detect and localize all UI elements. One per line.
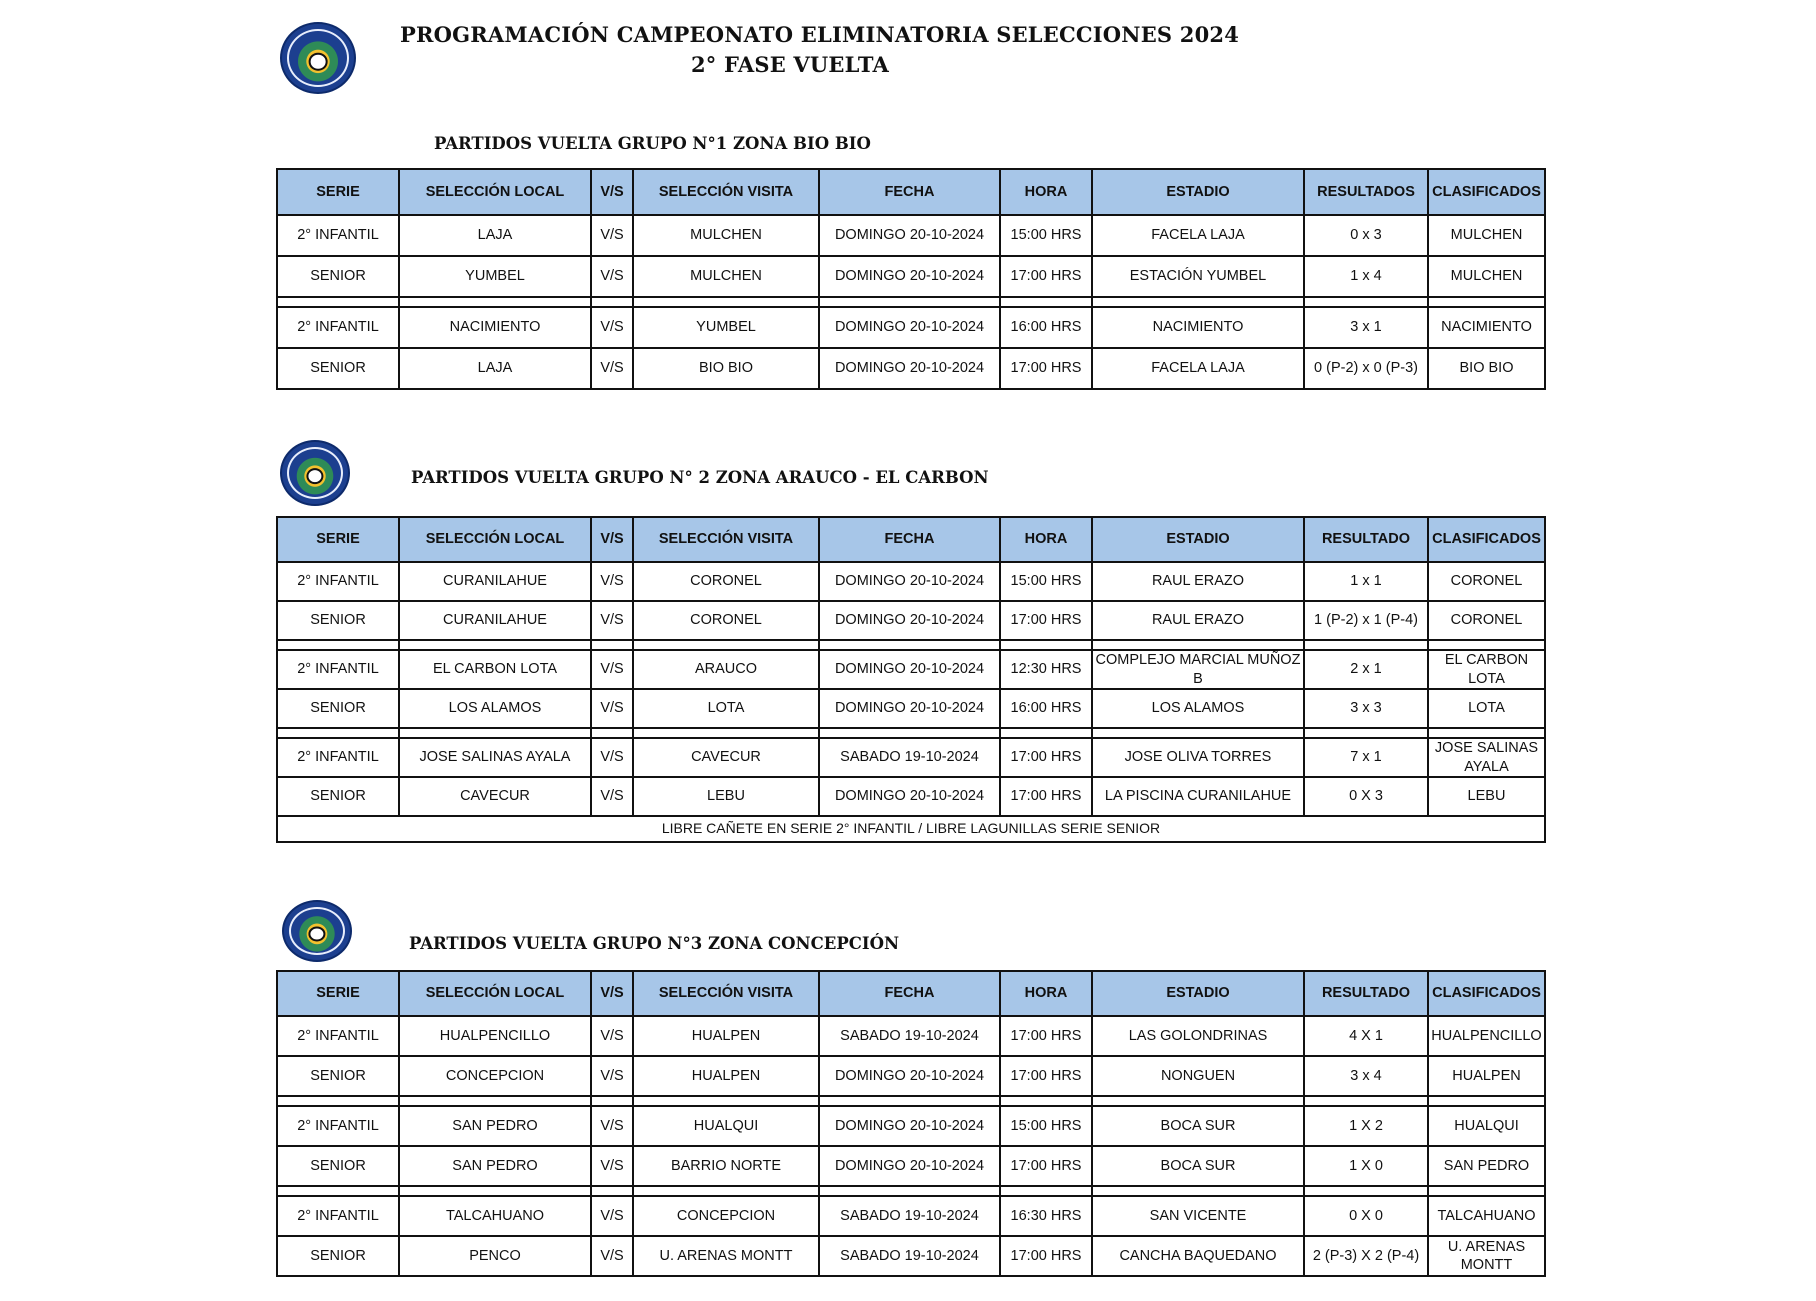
visiting-team-cell: CONCEPCION: [633, 1196, 819, 1236]
page-title: PROGRAMACIÓN CAMPEONATO ELIMINATORIA SELECCIONES 2024: [400, 22, 1240, 47]
table-row: [277, 650, 1545, 689]
date-cell: SABADO 19-10-2024: [819, 1196, 1000, 1236]
association-logo-icon: [282, 900, 352, 962]
stadium-cell: BOCA SUR: [1092, 1106, 1304, 1146]
col-header-hora: HORA: [1000, 971, 1092, 1016]
stadium-cell: NONGUEN: [1092, 1056, 1304, 1096]
col-header-clasificados: CLASIFICADOS: [1428, 517, 1545, 562]
time-cell: 17:00 HRS: [1000, 1056, 1092, 1096]
date-cell: DOMINGO 20-10-2024: [819, 215, 1000, 256]
stadium-cell: JOSE OLIVA TORRES: [1092, 738, 1304, 777]
time-cell: 15:00 HRS: [1000, 215, 1092, 256]
table-row: [277, 307, 1545, 348]
local-team-cell: LOS ALAMOS: [399, 689, 591, 728]
serie-cell: SENIOR: [277, 1236, 399, 1276]
group-1-table: [276, 168, 1546, 390]
serie-cell: SENIOR: [277, 689, 399, 728]
table-note-row: [277, 816, 1545, 842]
visiting-team-cell: MULCHEN: [633, 215, 819, 256]
result-cell: 0 X 0: [1304, 1196, 1428, 1236]
visiting-team-cell: ARAUCO: [633, 650, 819, 689]
separator-cell: [633, 728, 819, 738]
vs-cell: V/S: [591, 215, 633, 256]
separator-cell: [1092, 728, 1304, 738]
result-cell: 0 X 3: [1304, 777, 1428, 816]
qualified-cell: MULCHEN: [1428, 256, 1545, 297]
vs-cell: V/S: [591, 562, 633, 601]
qualified-cell: BIO BIO: [1428, 348, 1545, 389]
separator-cell: [399, 640, 591, 650]
table-row: [277, 689, 1545, 728]
col-header-estadio: ESTADIO: [1092, 169, 1304, 215]
date-cell: SABADO 19-10-2024: [819, 738, 1000, 777]
result-cell: 1 x 1: [1304, 562, 1428, 601]
row-separator: [277, 297, 1545, 307]
result-cell: 1 (P-2) x 1 (P-4): [1304, 601, 1428, 640]
local-team-cell: CONCEPCION: [399, 1056, 591, 1096]
qualified-cell: CORONEL: [1428, 562, 1545, 601]
local-team-cell: LAJA: [399, 215, 591, 256]
serie-cell: SENIOR: [277, 601, 399, 640]
table-row: [277, 1236, 1545, 1276]
col-header-fecha: FECHA: [819, 517, 1000, 562]
col-header-local: SELECCIÓN LOCAL: [399, 169, 591, 215]
table-row: [277, 215, 1545, 256]
col-header-estadio: ESTADIO: [1092, 517, 1304, 562]
association-logo-icon: [280, 440, 350, 506]
stadium-cell: ESTACIÓN YUMBEL: [1092, 256, 1304, 297]
serie-cell: SENIOR: [277, 1056, 399, 1096]
col-header-visita: SELECCIÓN VISITA: [633, 971, 819, 1016]
group-2-title: PARTIDOS VUELTA GRUPO N° 2 ZONA ARAUCO - EL CARBON: [411, 468, 989, 487]
col-header-visita: SELECCIÓN VISITA: [633, 517, 819, 562]
separator-cell: [1428, 728, 1545, 738]
col-header-resultado: RESULTADO: [1304, 517, 1428, 562]
local-team-cell: CURANILAHUE: [399, 562, 591, 601]
time-cell: 17:00 HRS: [1000, 348, 1092, 389]
stadium-cell: LA PISCINA CURANILAHUE: [1092, 777, 1304, 816]
stadium-cell: FACELA LAJA: [1092, 215, 1304, 256]
vs-cell: V/S: [591, 1146, 633, 1186]
col-header-vs: V/S: [591, 971, 633, 1016]
table-header-row: [277, 971, 1545, 1016]
vs-cell: V/S: [591, 1016, 633, 1056]
separator-cell: [277, 297, 399, 307]
visiting-team-cell: HUALPEN: [633, 1016, 819, 1056]
col-header-local: SELECCIÓN LOCAL: [399, 517, 591, 562]
visiting-team-cell: HUALPEN: [633, 1056, 819, 1096]
separator-cell: [591, 1186, 633, 1196]
vs-cell: V/S: [591, 689, 633, 728]
serie-cell: SENIOR: [277, 1146, 399, 1186]
visiting-team-cell: LOTA: [633, 689, 819, 728]
time-cell: 17:00 HRS: [1000, 777, 1092, 816]
result-cell: 1 x 4: [1304, 256, 1428, 297]
time-cell: 17:00 HRS: [1000, 738, 1092, 777]
col-header-estadio: ESTADIO: [1092, 971, 1304, 1016]
stadium-cell: LOS ALAMOS: [1092, 689, 1304, 728]
col-header-clasificados: CLASIFICADOS: [1428, 169, 1545, 215]
association-logo-icon: [280, 22, 356, 94]
local-team-cell: YUMBEL: [399, 256, 591, 297]
time-cell: 16:30 HRS: [1000, 1196, 1092, 1236]
local-team-cell: SAN PEDRO: [399, 1106, 591, 1146]
result-cell: 3 x 1: [1304, 307, 1428, 348]
separator-cell: [399, 728, 591, 738]
table-row: [277, 562, 1545, 601]
visiting-team-cell: HUALQUI: [633, 1106, 819, 1146]
separator-cell: [633, 640, 819, 650]
qualified-cell: JOSE SALINAS AYALA: [1428, 738, 1545, 777]
col-header-serie: SERIE: [277, 517, 399, 562]
table-header-row: [277, 517, 1545, 562]
serie-cell: SENIOR: [277, 777, 399, 816]
separator-cell: [1000, 1186, 1092, 1196]
separator-cell: [819, 728, 1000, 738]
separator-cell: [1000, 728, 1092, 738]
page-subtitle: 2° FASE VUELTA: [690, 52, 890, 77]
visiting-team-cell: U. ARENAS MONTT: [633, 1236, 819, 1276]
separator-cell: [277, 1186, 399, 1196]
separator-cell: [277, 1096, 399, 1106]
col-header-vs: V/S: [591, 169, 633, 215]
visiting-team-cell: BIO BIO: [633, 348, 819, 389]
group-1-title: PARTIDOS VUELTA GRUPO N°1 ZONA BIO BIO: [434, 134, 871, 153]
result-cell: 0 x 3: [1304, 215, 1428, 256]
table-header-row: [277, 169, 1545, 215]
serie-cell: 2° INFANTIL: [277, 215, 399, 256]
qualified-cell: SAN PEDRO: [1428, 1146, 1545, 1186]
separator-cell: [1000, 1096, 1092, 1106]
col-header-local: SELECCIÓN LOCAL: [399, 971, 591, 1016]
free-teams-note: LIBRE CAÑETE EN SERIE 2° INFANTIL / LIBRE LAGUNILLAS SERIE SENIOR: [277, 816, 1545, 842]
separator-cell: [591, 728, 633, 738]
separator-cell: [1428, 1096, 1545, 1106]
stadium-cell: COMPLEJO MARCIAL MUÑOZ B: [1092, 650, 1304, 689]
stadium-cell: NACIMIENTO: [1092, 307, 1304, 348]
local-team-cell: CURANILAHUE: [399, 601, 591, 640]
local-team-cell: PENCO: [399, 1236, 591, 1276]
col-header-clasificados: CLASIFICADOS: [1428, 971, 1545, 1016]
time-cell: 17:00 HRS: [1000, 1236, 1092, 1276]
separator-cell: [1092, 1186, 1304, 1196]
date-cell: DOMINGO 20-10-2024: [819, 562, 1000, 601]
time-cell: 15:00 HRS: [1000, 1106, 1092, 1146]
local-team-cell: JOSE SALINAS AYALA: [399, 738, 591, 777]
visiting-team-cell: YUMBEL: [633, 307, 819, 348]
local-team-cell: NACIMIENTO: [399, 307, 591, 348]
stadium-cell: SAN VICENTE: [1092, 1196, 1304, 1236]
separator-cell: [1304, 728, 1428, 738]
vs-cell: V/S: [591, 1056, 633, 1096]
separator-cell: [1428, 297, 1545, 307]
vs-cell: V/S: [591, 1236, 633, 1276]
local-team-cell: CAVECUR: [399, 777, 591, 816]
date-cell: SABADO 19-10-2024: [819, 1236, 1000, 1276]
time-cell: 15:00 HRS: [1000, 562, 1092, 601]
table-row: [277, 1146, 1545, 1186]
col-header-serie: SERIE: [277, 169, 399, 215]
visiting-team-cell: CORONEL: [633, 562, 819, 601]
time-cell: 16:00 HRS: [1000, 689, 1092, 728]
col-header-resultados: RESULTADOS: [1304, 169, 1428, 215]
separator-cell: [1304, 1096, 1428, 1106]
col-header-hora: HORA: [1000, 517, 1092, 562]
table-row: [277, 1016, 1545, 1056]
col-header-hora: HORA: [1000, 169, 1092, 215]
result-cell: 1 X 2: [1304, 1106, 1428, 1146]
visiting-team-cell: MULCHEN: [633, 256, 819, 297]
stadium-cell: RAUL ERAZO: [1092, 562, 1304, 601]
col-header-fecha: FECHA: [819, 971, 1000, 1016]
serie-cell: 2° INFANTIL: [277, 307, 399, 348]
date-cell: DOMINGO 20-10-2024: [819, 256, 1000, 297]
separator-cell: [1428, 640, 1545, 650]
group-2-table: [276, 516, 1546, 843]
date-cell: DOMINGO 20-10-2024: [819, 1106, 1000, 1146]
result-cell: 1 X 0: [1304, 1146, 1428, 1186]
separator-cell: [1092, 1096, 1304, 1106]
table-row: [277, 1106, 1545, 1146]
separator-cell: [1304, 1186, 1428, 1196]
visiting-team-cell: LEBU: [633, 777, 819, 816]
separator-cell: [399, 1186, 591, 1196]
vs-cell: V/S: [591, 307, 633, 348]
separator-cell: [633, 1096, 819, 1106]
local-team-cell: EL CARBON LOTA: [399, 650, 591, 689]
stadium-cell: BOCA SUR: [1092, 1146, 1304, 1186]
date-cell: DOMINGO 20-10-2024: [819, 777, 1000, 816]
separator-cell: [399, 297, 591, 307]
vs-cell: V/S: [591, 1106, 633, 1146]
serie-cell: SENIOR: [277, 256, 399, 297]
stadium-cell: LAS GOLONDRINAS: [1092, 1016, 1304, 1056]
qualified-cell: HUALQUI: [1428, 1106, 1545, 1146]
serie-cell: SENIOR: [277, 348, 399, 389]
separator-cell: [1000, 640, 1092, 650]
separator-cell: [277, 640, 399, 650]
separator-cell: [591, 640, 633, 650]
separator-cell: [1000, 297, 1092, 307]
group-3-table: [276, 970, 1546, 1277]
serie-cell: 2° INFANTIL: [277, 1196, 399, 1236]
vs-cell: V/S: [591, 738, 633, 777]
date-cell: DOMINGO 20-10-2024: [819, 650, 1000, 689]
qualified-cell: LEBU: [1428, 777, 1545, 816]
serie-cell: 2° INFANTIL: [277, 1016, 399, 1056]
visiting-team-cell: CAVECUR: [633, 738, 819, 777]
date-cell: DOMINGO 20-10-2024: [819, 601, 1000, 640]
date-cell: DOMINGO 20-10-2024: [819, 1056, 1000, 1096]
separator-cell: [633, 1186, 819, 1196]
vs-cell: V/S: [591, 1196, 633, 1236]
serie-cell: 2° INFANTIL: [277, 738, 399, 777]
time-cell: 17:00 HRS: [1000, 601, 1092, 640]
separator-cell: [1428, 1186, 1545, 1196]
row-separator: [277, 1096, 1545, 1106]
row-separator: [277, 640, 1545, 650]
serie-cell: 2° INFANTIL: [277, 650, 399, 689]
visiting-team-cell: BARRIO NORTE: [633, 1146, 819, 1186]
separator-cell: [1304, 640, 1428, 650]
time-cell: 16:00 HRS: [1000, 307, 1092, 348]
qualified-cell: LOTA: [1428, 689, 1545, 728]
qualified-cell: TALCAHUANO: [1428, 1196, 1545, 1236]
qualified-cell: MULCHEN: [1428, 215, 1545, 256]
separator-cell: [633, 297, 819, 307]
time-cell: 17:00 HRS: [1000, 1146, 1092, 1186]
separator-cell: [591, 1096, 633, 1106]
col-header-vs: V/S: [591, 517, 633, 562]
stadium-cell: FACELA LAJA: [1092, 348, 1304, 389]
table-row: [277, 256, 1545, 297]
vs-cell: V/S: [591, 348, 633, 389]
col-header-fecha: FECHA: [819, 169, 1000, 215]
col-header-resultado: RESULTADO: [1304, 971, 1428, 1016]
serie-cell: 2° INFANTIL: [277, 1106, 399, 1146]
result-cell: 2 (P-3) X 2 (P-4): [1304, 1236, 1428, 1276]
separator-cell: [1092, 297, 1304, 307]
date-cell: DOMINGO 20-10-2024: [819, 1146, 1000, 1186]
separator-cell: [819, 1186, 1000, 1196]
vs-cell: V/S: [591, 650, 633, 689]
table-row: [277, 1056, 1545, 1096]
group-3-title: PARTIDOS VUELTA GRUPO N°3 ZONA CONCEPCIÓN: [409, 934, 900, 953]
time-cell: 12:30 HRS: [1000, 650, 1092, 689]
separator-cell: [819, 297, 1000, 307]
visiting-team-cell: CORONEL: [633, 601, 819, 640]
serie-cell: 2° INFANTIL: [277, 562, 399, 601]
separator-cell: [819, 640, 1000, 650]
local-team-cell: HUALPENCILLO: [399, 1016, 591, 1056]
vs-cell: V/S: [591, 601, 633, 640]
row-separator: [277, 728, 1545, 738]
separator-cell: [819, 1096, 1000, 1106]
local-team-cell: TALCAHUANO: [399, 1196, 591, 1236]
table-row: [277, 601, 1545, 640]
row-separator: [277, 1186, 1545, 1196]
qualified-cell: HUALPEN: [1428, 1056, 1545, 1096]
result-cell: 3 x 3: [1304, 689, 1428, 728]
col-header-serie: SERIE: [277, 971, 399, 1016]
qualified-cell: EL CARBON LOTA: [1428, 650, 1545, 689]
result-cell: 2 x 1: [1304, 650, 1428, 689]
date-cell: DOMINGO 20-10-2024: [819, 689, 1000, 728]
table-row: [277, 777, 1545, 816]
separator-cell: [1304, 297, 1428, 307]
table-row: [277, 348, 1545, 389]
separator-cell: [399, 1096, 591, 1106]
date-cell: DOMINGO 20-10-2024: [819, 307, 1000, 348]
local-team-cell: SAN PEDRO: [399, 1146, 591, 1186]
separator-cell: [591, 297, 633, 307]
col-header-visita: SELECCIÓN VISITA: [633, 169, 819, 215]
qualified-cell: NACIMIENTO: [1428, 307, 1545, 348]
time-cell: 17:00 HRS: [1000, 1016, 1092, 1056]
result-cell: 0 (P-2) x 0 (P-3): [1304, 348, 1428, 389]
separator-cell: [1092, 640, 1304, 650]
vs-cell: V/S: [591, 256, 633, 297]
qualified-cell: HUALPENCILLO: [1428, 1016, 1545, 1056]
result-cell: 4 X 1: [1304, 1016, 1428, 1056]
result-cell: 7 x 1: [1304, 738, 1428, 777]
separator-cell: [277, 728, 399, 738]
stadium-cell: RAUL ERAZO: [1092, 601, 1304, 640]
result-cell: 3 x 4: [1304, 1056, 1428, 1096]
qualified-cell: CORONEL: [1428, 601, 1545, 640]
table-row: [277, 1196, 1545, 1236]
date-cell: SABADO 19-10-2024: [819, 1016, 1000, 1056]
date-cell: DOMINGO 20-10-2024: [819, 348, 1000, 389]
table-row: [277, 738, 1545, 777]
vs-cell: V/S: [591, 777, 633, 816]
stadium-cell: CANCHA BAQUEDANO: [1092, 1236, 1304, 1276]
time-cell: 17:00 HRS: [1000, 256, 1092, 297]
qualified-cell: U. ARENAS MONTT: [1428, 1236, 1545, 1276]
local-team-cell: LAJA: [399, 348, 591, 389]
